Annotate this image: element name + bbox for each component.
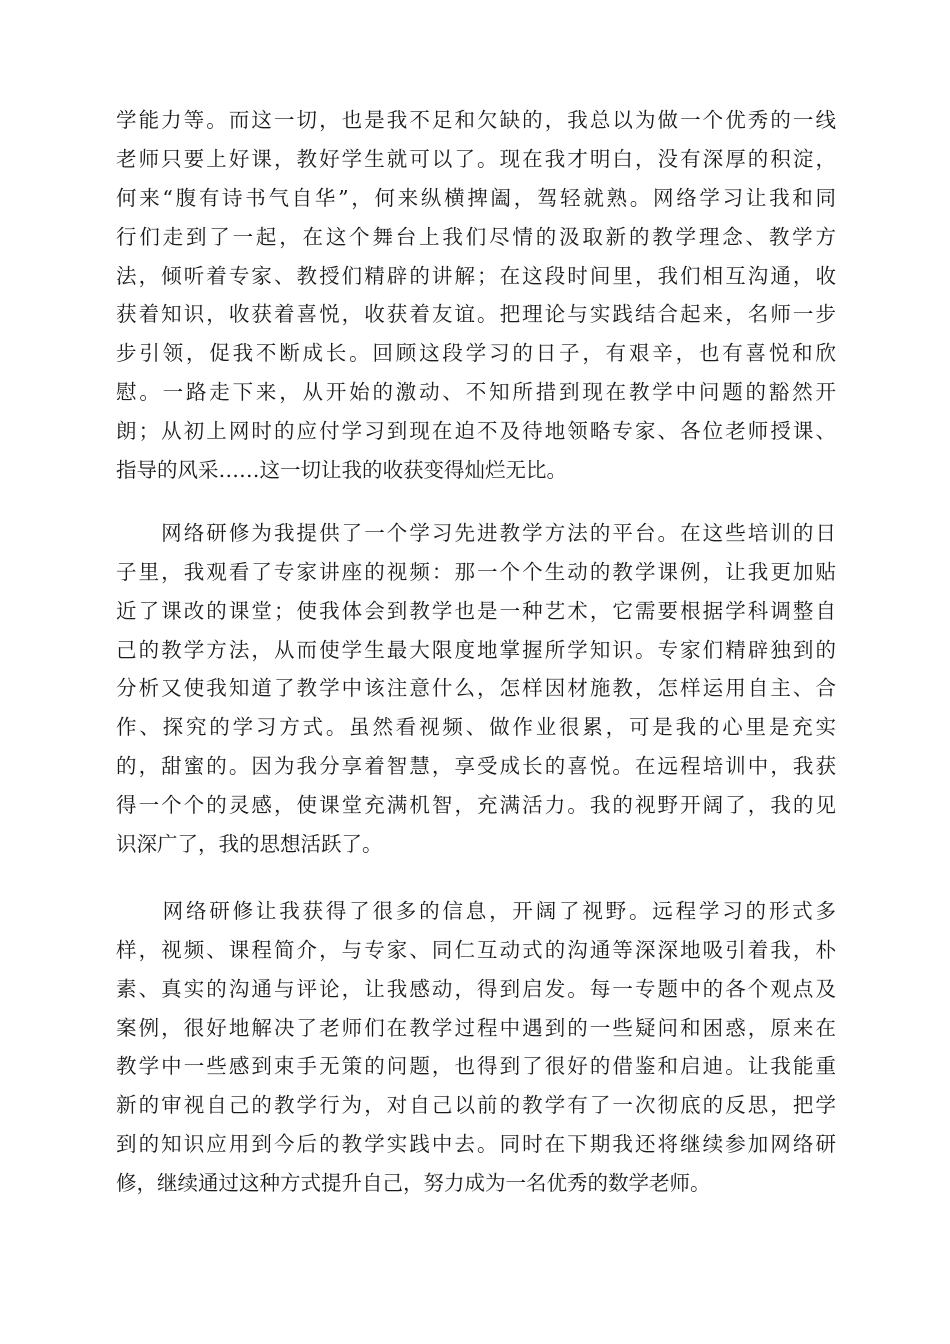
paragraph-line: 子里，我观看了专家讲座的视频：那一个个生动的教学课例，让我更加贴	[116, 559, 836, 584]
paragraph-1	[116, 101, 836, 490]
paragraph-line: 获着知识，收获着喜悦，收获着友谊。把理论与实践结合起来，名师一步	[116, 302, 836, 327]
paragraph-line: 法，倾听着专家、教授们精辟的讲解；在这段时间里，我们相互沟通，收	[116, 263, 836, 288]
paragraph-line: 教学中一些感到束手无策的问题，也得到了很好的借鉴和启迪。让我能重	[116, 1054, 836, 1079]
paragraph-line: 案例，很好地解决了老师们在教学过程中遇到的一些疑问和困惑，原来在	[116, 1015, 836, 1040]
paragraph-line: 网络研修让我获得了很多的信息，开阔了视野。远程学习的形式多	[116, 898, 836, 923]
paragraph-line: 作、探究的学习方式。虽然看视频、做作业很累，可是我的心里是充实	[116, 715, 836, 740]
paragraph-line: 素、真实的沟通与评论，让我感动，得到启发。每一专题中的各个观点及	[116, 976, 836, 1001]
document-page	[116, 101, 836, 1203]
paragraph-line: 学能力等。而这一切，也是我不足和欠缺的，我总以为做一个优秀的一线	[116, 108, 836, 132]
paragraph-line: 指导的风采……这一切让我的收获变得灿烂无比。	[116, 458, 567, 483]
paragraph-3	[116, 892, 836, 1203]
paragraph-line: 行们走到了一起，在这个舞台上我们尽情的汲取新的教学理念、教学方	[116, 224, 836, 249]
paragraph-2	[116, 514, 836, 864]
paragraph-line: 新的审视自己的教学行为，对自己以前的教学有了一次彻底的反思，把学	[116, 1093, 836, 1118]
paragraph-spacer	[116, 864, 836, 892]
paragraph-line: 朗；从初上网时的应付学习到现在迫不及待地领略专家、各位老师授课、	[116, 419, 836, 444]
paragraph-line: 样，视频、课程简介，与专家、同仁互动式的沟通等深深地吸引着我，朴	[116, 937, 836, 962]
paragraph-line: 步引领，促我不断成长。回顾这段学习的日子，有艰辛，也有喜悦和欣	[116, 341, 836, 366]
paragraph-line: 何来“腹有诗书气自华”，何来纵横捭阖，驾轻就熟。网络学习让我和同	[116, 185, 836, 210]
paragraph-line: 修，继续通过这种方式提升自己，努力成为一名优秀的数学老师。	[116, 1171, 711, 1196]
paragraph-line: 慰。一路走下来，从开始的激动、不知所措到现在教学中问题的豁然开	[116, 380, 836, 405]
paragraph-line: 己的教学方法，从而使学生最大限度地掌握所学知识。专家们精辟独到的	[116, 637, 836, 662]
paragraph-line: 的，甜蜜的。因为我分享着智慧，享受成长的喜悦。在远程培训中，我获	[116, 754, 836, 779]
paragraph-line: 老师只要上好课，教好学生就可以了。现在我才明白，没有深厚的积淀，	[116, 146, 836, 171]
paragraph-line: 到的知识应用到今后的教学实践中去。同时在下期我还将继续参加网络研	[116, 1132, 836, 1157]
paragraph-spacer	[116, 490, 836, 514]
paragraph-line: 网络研修为我提供了一个学习先进教学方法的平台。在这些培训的日	[116, 520, 836, 545]
paragraph-line: 识深广了，我的思想活跃了。	[116, 832, 383, 857]
paragraph-line: 近了课改的课堂；使我体会到教学也是一种艺术，它需要根据学科调整自	[116, 598, 836, 623]
paragraph-line: 分析又使我知道了教学中该注意什么，怎样因材施教，怎样运用自主、合	[116, 676, 836, 701]
paragraph-line: 得一个个的灵感，使课堂充满机智，充满活力。我的视野开阔了，我的见	[116, 793, 836, 818]
